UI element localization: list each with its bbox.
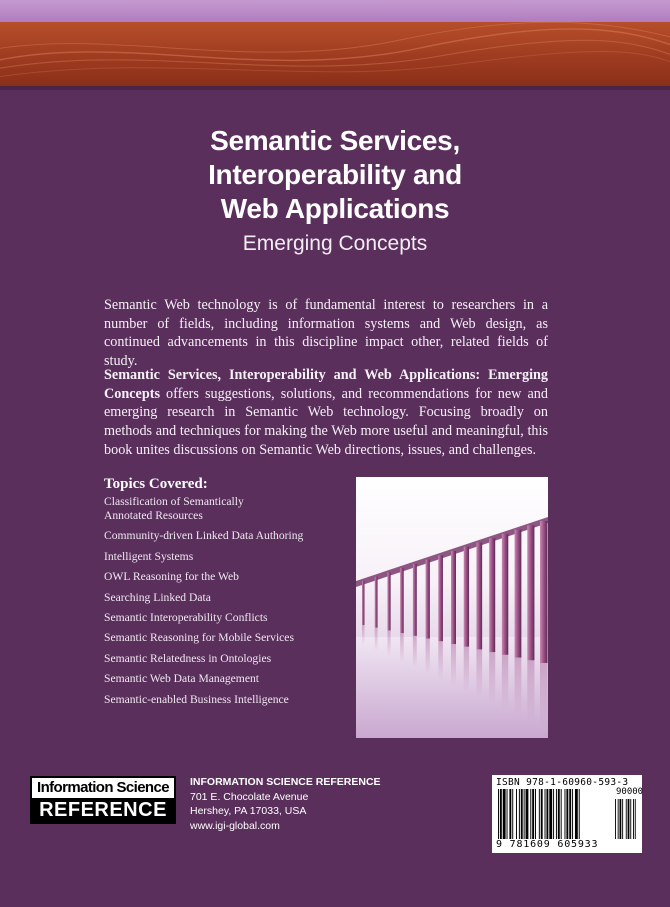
isbn-text: ISBN 978-1-60960-593-3 [496, 777, 629, 788]
cover-photo-columns [356, 477, 548, 738]
topic-item [104, 591, 344, 605]
topic-text-continued: Annotated Resources [104, 509, 203, 522]
topic-item [104, 495, 344, 523]
photo-column [426, 560, 430, 639]
barcode-bar [553, 789, 554, 839]
barcode-bar [535, 789, 536, 839]
topic-item [104, 672, 344, 686]
logo-text-top: Information Science [37, 779, 169, 796]
barcode-bar [516, 789, 517, 839]
barcode-supplement-bar [622, 799, 623, 839]
book-title [0, 124, 670, 226]
barcode-bar [519, 789, 520, 839]
photo-column [540, 521, 548, 663]
topic-item [104, 550, 344, 564]
barcode-bar [549, 789, 552, 839]
barcode-bar [524, 789, 525, 839]
photo-column [515, 530, 522, 658]
barcode-bar [498, 789, 499, 839]
barcode-supplement-bar [635, 799, 636, 839]
photo-column [387, 572, 390, 630]
barcode-bar [512, 789, 513, 839]
photo-column [451, 551, 456, 644]
publisher-name: INFORMATION SCIENCE REFERENCE [190, 776, 381, 788]
topic-item [104, 631, 344, 645]
topic-item [104, 611, 344, 625]
barcode-bar [566, 789, 568, 839]
publisher-logo [30, 776, 176, 824]
photo-column [438, 555, 443, 641]
publisher-info [190, 775, 381, 833]
barcode-bar [561, 789, 562, 839]
description-bold-title: Semantic Services, Interoperability and Web Applications: Emerging Concepts [104, 367, 548, 402]
barcode-bar [565, 789, 566, 839]
topic-text: OWL Reasoning for the Web [104, 570, 239, 584]
photo-column-reflection [438, 641, 443, 680]
photo-column-reflection [387, 630, 390, 656]
barcode-bar [521, 789, 523, 839]
photo-column-reflection [400, 633, 404, 662]
topic-text: Semantic Interoperability Conflicts [104, 610, 268, 624]
topic-item [104, 693, 344, 707]
photo-column-reflection [502, 655, 508, 709]
barcode-supplement-bar [620, 799, 622, 839]
photo-column [375, 577, 378, 628]
barcode-supplement-bar [618, 799, 619, 839]
barcode-bar [558, 789, 560, 839]
barcode-bar [569, 789, 571, 839]
barcode-bar [546, 789, 548, 839]
topic-text: Semantic Reasoning for Mobile Services [104, 631, 294, 645]
barcode-bar [541, 789, 543, 839]
barcode-bar [530, 789, 531, 839]
topic-item [104, 570, 344, 584]
topic-text: Semantic-enabled Business Intelligence [104, 692, 289, 706]
title-line-1: Semantic Services, [210, 125, 460, 156]
barcode-bar [526, 789, 529, 839]
description-paragraph [104, 366, 548, 460]
intro-paragraph: Semantic Web technology is of fundamental interest to researchers in a number of fields, including information systems and Web design, as continued advancements in this discipline impact other, related fields of study. [104, 297, 548, 370]
photo-column-reflection [527, 660, 534, 721]
title-line-2: Interoperability and [208, 159, 462, 190]
barcode-bar [579, 789, 580, 839]
topics-heading: Topics Covered: [104, 476, 208, 492]
topic-text: Semantic Relatedness in Ontologies [104, 651, 272, 665]
barcode-bar [575, 789, 578, 839]
topic-text: Intelligent Systems [104, 549, 194, 563]
photo-column [464, 547, 469, 647]
top-lavender-strip [0, 0, 670, 22]
photo-column [413, 564, 417, 636]
photo-column-reflection [375, 628, 378, 651]
photo-column-reflection [540, 663, 548, 727]
topic-text: Community-driven Linked Data Authoring [104, 529, 304, 543]
topic-item [104, 652, 344, 666]
photo-column-reflection [413, 636, 417, 668]
barcode-bar [500, 789, 502, 839]
photo-column [400, 568, 404, 633]
photo-column-reflection [451, 644, 456, 686]
price-supplement: 90000 [616, 787, 644, 797]
logo-text-bottom: REFERENCE [32, 798, 174, 822]
book-subtitle: Emerging Concepts [242, 232, 428, 255]
barcode-supplement-bar [628, 799, 630, 839]
barcode-bar [572, 789, 573, 839]
publisher-address-line2: Hershey, PA 17033, USA [190, 805, 307, 817]
topic-text: Classification of Semantically [104, 495, 244, 508]
barcode-bar [556, 789, 557, 839]
title-line-3: Web Applications [220, 193, 450, 224]
topics-list [104, 495, 344, 713]
photo-column-reflection [476, 649, 482, 697]
topic-text: Searching Linked Data [104, 590, 211, 604]
barcode-supplement-bar [626, 799, 627, 839]
photo-column-reflection [515, 658, 522, 716]
publisher-address-line1: 701 E. Chocolate Avenue [190, 790, 309, 803]
isbn-barcode [492, 775, 642, 853]
barcode-supplement-bar [630, 799, 631, 839]
photo-column-reflection [464, 647, 469, 692]
photo-column [527, 525, 534, 660]
photo-column-reflection [362, 625, 365, 645]
decorative-header-band [0, 22, 670, 86]
barcode-bar [509, 789, 511, 839]
barcode-bar [532, 789, 534, 839]
photo-column [362, 581, 365, 625]
barcode-supplement-bar [615, 799, 616, 839]
barcode-bar [545, 789, 546, 839]
photo-column-reflection [426, 639, 430, 675]
barcode-bar [507, 789, 508, 839]
photo-column [502, 534, 508, 655]
photo-column-reflection [489, 652, 495, 703]
ean-digits: 9 781609 605933 [496, 839, 599, 850]
topic-text: Semantic Web Data Management [104, 672, 259, 686]
photo-column [476, 542, 482, 649]
topic-item [104, 529, 344, 543]
barcode-bar [539, 789, 540, 839]
description-text: offers suggestions, solutions, and recommendations for new and emerging research in Semantic Web technology. Focusing broadly on methods and techniques for making the Web more useful and meaningful, this book unites discussions on Semantic Web directions, issues, and challenges. [104, 385, 548, 458]
barcode-bar [503, 789, 506, 839]
band-shadow [0, 86, 670, 90]
barcode-supplement-bar [633, 799, 634, 839]
photo-column [489, 538, 495, 652]
publisher-website: www.igi-global.com [190, 819, 280, 832]
